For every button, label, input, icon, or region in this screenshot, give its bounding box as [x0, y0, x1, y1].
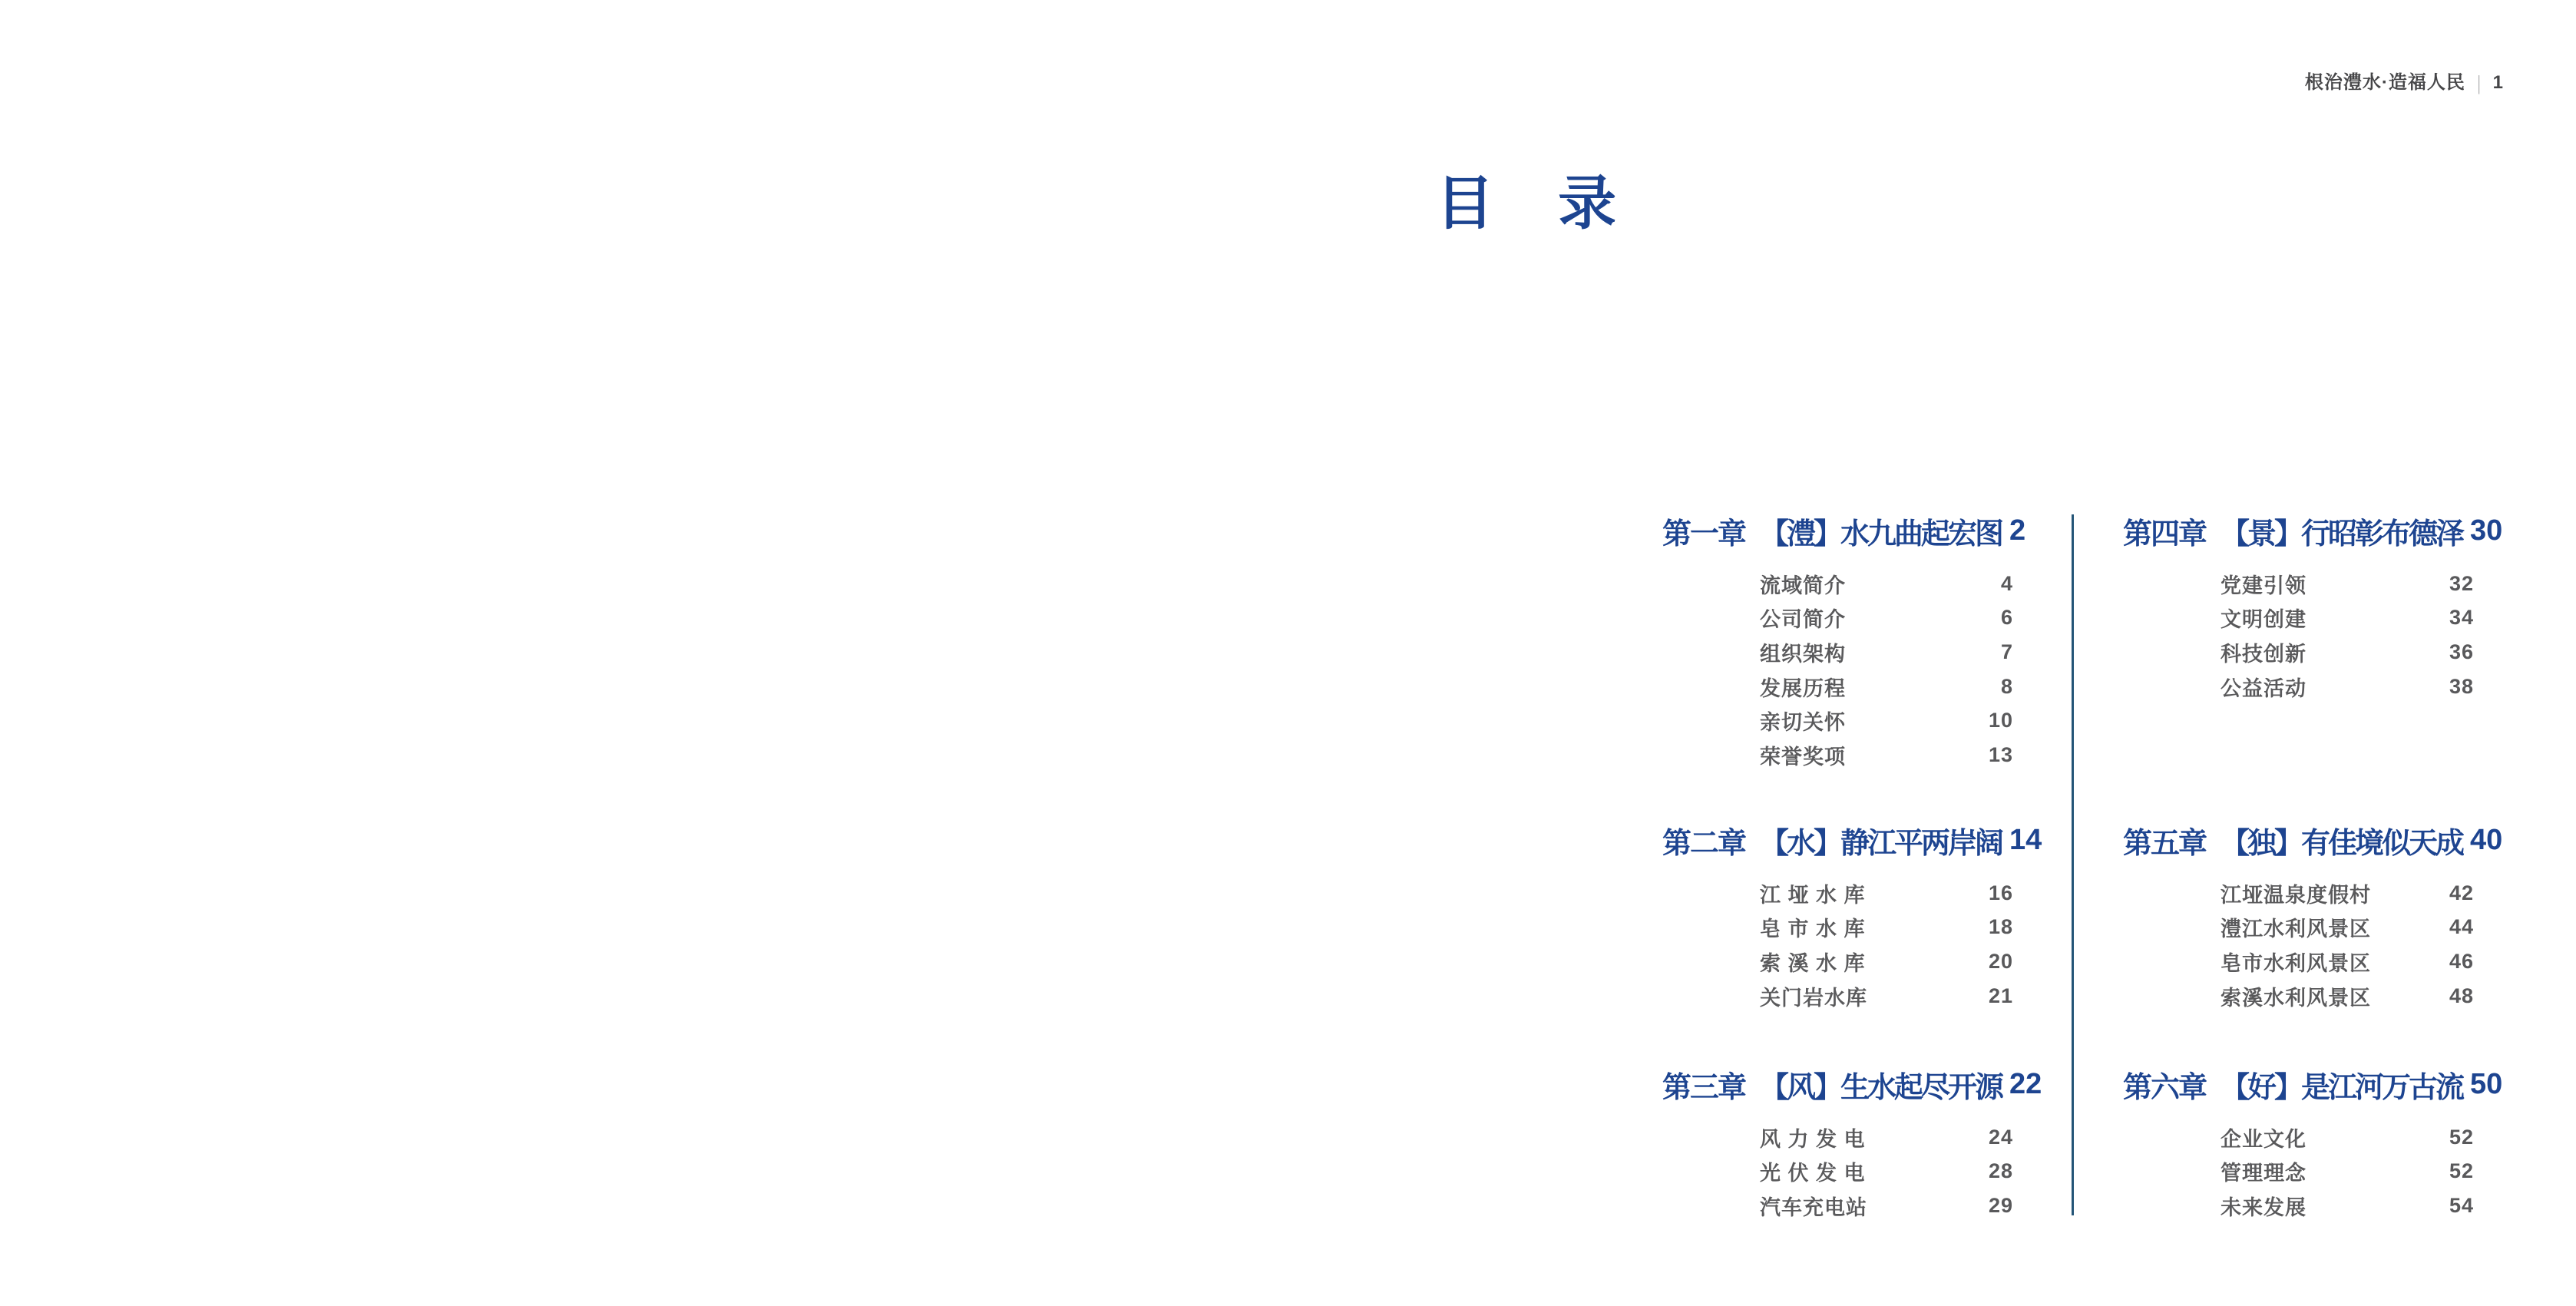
- toc-item: [1760, 1155, 2013, 1189]
- toc-item-label: 公司简介: [1760, 608, 1846, 632]
- toc-item: [1760, 944, 2013, 979]
- toc-column-divider: [2072, 514, 2074, 1215]
- toc-item-page-number: 7: [2000, 640, 2013, 663]
- toc-item-page-number: 16: [1988, 881, 2013, 904]
- chapter-title: 【澧】水九曲起宏图: [1760, 517, 2002, 551]
- toc-chapter: [2123, 821, 2503, 1013]
- chapter-page-number: 50: [2470, 1067, 2503, 1100]
- toc-item: [2221, 567, 2474, 601]
- toc-item: [1760, 670, 2013, 704]
- chapter-title: 【独】有佳境似天成: [2221, 827, 2463, 860]
- chapter-item-list: [2123, 567, 2480, 703]
- page-title: 目 录: [1436, 171, 1619, 236]
- toc-item-page-number: 32: [2449, 571, 2474, 595]
- toc-item-label: 未来发展: [2221, 1195, 2306, 1219]
- chapter-item-list: [1662, 567, 2019, 772]
- chapter-item-list: [1662, 876, 2019, 1013]
- toc-item-page-number: 6: [2000, 606, 2013, 630]
- toc-item: [2221, 876, 2474, 911]
- toc-item-label: 组织架构: [1760, 642, 1846, 666]
- toc-item-page-number: 20: [1988, 949, 2013, 973]
- toc-item: [2221, 635, 2474, 670]
- toc-item-label: 风 力 发 电: [1760, 1127, 1866, 1151]
- toc-item-page-number: 24: [1988, 1125, 2013, 1149]
- chapter-heading: [2123, 1065, 2503, 1104]
- toc-item: [2221, 911, 2474, 945]
- chapter-number: 第三章: [1662, 1071, 1746, 1104]
- toc-item-page-number: 29: [1988, 1193, 2013, 1217]
- toc-item-page-number: 21: [1988, 984, 2013, 1007]
- toc-item: [2221, 1189, 2474, 1223]
- chapter-heading: [2123, 511, 2503, 551]
- toc-item-page-number: 8: [2000, 674, 2013, 698]
- toc-item-label: 光 伏 发 电: [1760, 1162, 1866, 1185]
- toc-item: [2221, 601, 2474, 636]
- toc-item-page-number: 10: [1988, 709, 2013, 732]
- toc-item: [1760, 911, 2013, 945]
- toc-item-label: 江 垭 水 库: [1760, 883, 1866, 907]
- toc-item-page-number: 52: [2449, 1125, 2474, 1149]
- header-separator: |: [2477, 71, 2481, 94]
- chapter-title: 【好】是江河万古流: [2221, 1071, 2463, 1104]
- toc-item-label: 皂市水利风景区: [2221, 951, 2371, 975]
- toc-item-label: 公益活动: [2221, 676, 2306, 700]
- toc-column-left: [1662, 511, 2042, 1225]
- chapter-title: 【水】静江平两岸阔: [1760, 827, 2002, 860]
- chapter-heading: [2123, 821, 2503, 860]
- toc-item-page-number: 54: [2449, 1193, 2474, 1217]
- toc-column-right: [2123, 511, 2503, 1225]
- chapter-title: 【风】生水起尽开源: [1760, 1071, 2002, 1104]
- toc-item: [1760, 876, 2013, 911]
- chapter-heading: [1662, 1065, 2042, 1104]
- toc-item-label: 关门岩水库: [1760, 986, 1867, 1010]
- chapter-page-number: 2: [2009, 514, 2026, 547]
- toc-chapter: [1662, 511, 2026, 772]
- toc-chapter: [2123, 511, 2503, 703]
- chapter-page-number: 30: [2470, 514, 2503, 547]
- toc-item-label: 澧江水利风景区: [2221, 918, 2371, 941]
- toc-item-page-number: 46: [2449, 949, 2474, 973]
- toc-item: [1760, 567, 2013, 601]
- chapter-item-list: [1662, 1120, 2019, 1223]
- chapter-number: 第二章: [1662, 827, 1746, 860]
- chapter-page-number: 40: [2470, 823, 2503, 856]
- toc-item-page-number: 4: [2000, 571, 2013, 595]
- toc-item: [1760, 1120, 2013, 1155]
- toc-item-label: 管理理念: [2221, 1162, 2306, 1185]
- chapter-number: 第四章: [2123, 517, 2207, 551]
- toc-item: [2221, 1155, 2474, 1189]
- toc-item-label: 文明创建: [2221, 608, 2306, 632]
- toc-item: [1760, 635, 2013, 670]
- toc-item-page-number: 42: [2449, 881, 2474, 904]
- toc-item: [2221, 944, 2474, 979]
- toc-item-label: 皂 市 水 库: [1760, 918, 1866, 941]
- toc-item: [1760, 703, 2013, 738]
- toc-item-label: 索 溪 水 库: [1760, 951, 1866, 975]
- toc-item-label: 流域简介: [1760, 574, 1846, 597]
- toc-item-page-number: 13: [1988, 742, 2013, 766]
- toc-item: [1760, 738, 2013, 772]
- toc-item-page-number: 48: [2449, 984, 2474, 1007]
- toc-item-page-number: 18: [1988, 915, 2013, 939]
- toc-item: [1760, 601, 2013, 636]
- toc-item: [2221, 979, 2474, 1013]
- header-slogan: 根治澧水·造福人民: [2304, 72, 2465, 93]
- toc-item-label: 荣誉奖项: [1760, 745, 1846, 769]
- toc-item-label: 发展历程: [1760, 676, 1846, 700]
- chapter-number: 第一章: [1662, 517, 1746, 551]
- toc-item-label: 企业文化: [2221, 1127, 2306, 1151]
- header-page-number: 1: [2492, 72, 2504, 93]
- toc-item-page-number: 34: [2449, 606, 2474, 630]
- toc-item-label: 党建引领: [2221, 574, 2306, 597]
- chapter-heading: [1662, 511, 2026, 551]
- toc-item: [1760, 979, 2013, 1013]
- toc-chapter: [1662, 1065, 2042, 1223]
- toc-item: [1760, 1189, 2013, 1223]
- toc-chapter: [1662, 821, 2042, 1013]
- toc-item-label: 索溪水利风景区: [2221, 986, 2371, 1010]
- toc-item: [2221, 1120, 2474, 1155]
- chapter-item-list: [2123, 1120, 2480, 1223]
- toc-item-label: 亲切关怀: [1760, 711, 1846, 735]
- chapter-page-number: 14: [2009, 823, 2042, 856]
- chapter-heading: [1662, 821, 2042, 860]
- chapter-page-number: 22: [2009, 1067, 2042, 1100]
- chapter-item-list: [2123, 876, 2480, 1013]
- chapter-title: 【景】行昭彰布德泽: [2221, 517, 2463, 551]
- toc-item-page-number: 28: [1988, 1159, 2013, 1183]
- toc-item-label: 汽车充电站: [1760, 1195, 1867, 1219]
- chapter-number: 第六章: [2123, 1071, 2207, 1104]
- toc-item-label: 江垭温泉度假村: [2221, 883, 2371, 907]
- toc-item-page-number: 38: [2449, 674, 2474, 698]
- toc-item-label: 科技创新: [2221, 642, 2306, 666]
- toc-item-page-number: 44: [2449, 915, 2474, 939]
- toc-item: [2221, 670, 2474, 704]
- toc-item-page-number: 36: [2449, 640, 2474, 663]
- chapter-number: 第五章: [2123, 827, 2207, 860]
- toc-chapter: [2123, 1065, 2503, 1223]
- toc-item-page-number: 52: [2449, 1159, 2474, 1183]
